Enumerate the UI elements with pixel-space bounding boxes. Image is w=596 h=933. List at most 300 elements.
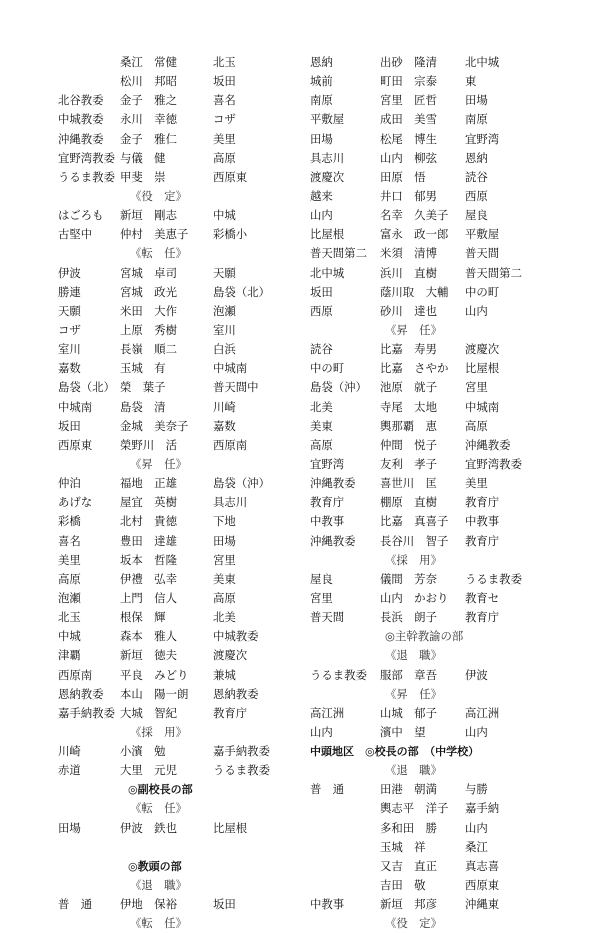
new-post: 宜野湾教委 — [465, 456, 522, 471]
new-post: 教育庁 — [465, 533, 500, 548]
personnel-entry — [310, 110, 540, 129]
category-text: 《転 任》 — [130, 801, 187, 816]
previous-post: 渡慶次 — [310, 169, 345, 184]
person-name: 島袋 清 — [120, 399, 166, 414]
person-name: 宮城 政光 — [120, 284, 177, 299]
previous-post: 沖縄教委 — [310, 533, 356, 548]
previous-post: 室川 — [58, 342, 81, 357]
previous-post: はごろも — [58, 208, 104, 223]
category-label — [310, 627, 540, 646]
personnel-entry — [310, 378, 540, 397]
new-post: 与勝 — [465, 782, 488, 797]
section-heading — [58, 857, 298, 876]
person-name: 寺尾 太地 — [380, 399, 437, 414]
new-post: 中城南 — [213, 361, 248, 376]
new-post: 宮里 — [213, 552, 236, 567]
section-heading-text: 中頭地区 ◎校長の部 （中学校） — [310, 745, 480, 759]
personnel-entry — [58, 493, 298, 512]
personnel-entry — [310, 149, 540, 168]
previous-post: 勝連 — [58, 284, 81, 299]
personnel-entry — [310, 704, 540, 723]
personnel-entry — [310, 455, 540, 474]
personnel-entry — [310, 53, 540, 72]
previous-post: 城前 — [310, 74, 333, 89]
person-name: 田原 悟 — [380, 169, 426, 184]
personnel-entry — [58, 532, 298, 551]
previous-post: 伊波 — [58, 265, 81, 280]
personnel-entry — [310, 474, 540, 493]
personnel-entry — [310, 225, 540, 244]
new-post: 真志喜 — [465, 858, 500, 873]
new-post: 高原 — [213, 150, 236, 165]
category-label — [310, 321, 540, 340]
previous-post: 中教事 — [310, 897, 345, 912]
new-post: 読谷 — [465, 169, 488, 184]
person-name: 坂本 哲隆 — [120, 552, 177, 567]
new-post: 兼城 — [213, 667, 236, 682]
section-heading — [310, 742, 540, 761]
person-name: 新垣 邦彦 — [380, 897, 437, 912]
personnel-entry — [310, 493, 540, 512]
previous-post: 高江洲 — [310, 705, 345, 720]
person-name: 与儀 健 — [120, 150, 166, 165]
new-post: 教育セ — [465, 590, 500, 605]
person-name: 新垣 徳夫 — [120, 648, 177, 663]
person-name: 又吉 直正 — [380, 858, 437, 873]
personnel-entry — [310, 130, 540, 149]
new-post: 西原南 — [213, 437, 248, 452]
new-post: 平敷屋 — [465, 227, 500, 242]
person-name: 比嘉 真喜子 — [380, 514, 449, 529]
new-post: うるま教委 — [213, 763, 270, 778]
category-text: 《退 職》 — [385, 763, 442, 778]
left-column — [58, 53, 298, 933]
previous-post: 西原東 — [58, 437, 93, 452]
personnel-entry — [58, 149, 298, 168]
previous-post: 宜野湾 — [310, 456, 345, 471]
person-name: 棚原 直樹 — [380, 495, 437, 510]
previous-post: あげな — [58, 495, 93, 510]
personnel-entry — [58, 627, 298, 646]
previous-post: 島袋（北） — [58, 380, 115, 395]
category-text: 《退 職》 — [130, 878, 187, 893]
previous-post: 赤道 — [58, 763, 81, 778]
previous-post: うるま教委 — [310, 667, 367, 682]
new-post: 美里 — [465, 476, 488, 491]
personnel-entry — [58, 398, 298, 417]
category-label — [58, 723, 298, 742]
previous-post: 高原 — [310, 437, 333, 452]
person-name: 濱中 望 — [380, 724, 426, 739]
previous-post: 恩納 — [310, 55, 333, 69]
previous-post: 嘉数 — [58, 361, 81, 376]
personnel-entry — [58, 53, 298, 72]
new-post: 屋良 — [465, 208, 488, 223]
person-name: 米須 清博 — [380, 246, 437, 261]
new-post: 宜野湾 — [465, 131, 500, 146]
section-heading-text: ◎副校長の部 — [128, 783, 193, 797]
previous-post: 教育庁 — [310, 495, 345, 510]
personnel-entry — [58, 168, 298, 187]
previous-post: 西原 — [310, 303, 333, 318]
personnel-entry — [310, 723, 540, 742]
personnel-entry — [310, 799, 540, 818]
person-name: 富永 政一郎 — [380, 227, 449, 242]
personnel-entry — [310, 72, 540, 91]
new-post: 山内 — [465, 303, 488, 318]
new-post: 北美 — [213, 610, 236, 625]
new-post: 渡慶次 — [213, 648, 248, 663]
personnel-entry — [310, 168, 540, 187]
person-name: 山城 郁子 — [380, 705, 437, 720]
personnel-entry — [310, 666, 540, 685]
person-name: 永川 幸徳 — [120, 112, 177, 127]
new-post: 坂田 — [213, 74, 236, 89]
previous-post: 坂田 — [310, 284, 333, 299]
personnel-entry — [58, 589, 298, 608]
personnel-entry — [310, 780, 540, 799]
person-name: 北村 貴徳 — [120, 514, 177, 529]
category-label — [310, 761, 540, 780]
personnel-entry — [58, 130, 298, 149]
person-name: 松川 邦昭 — [120, 74, 177, 89]
personnel-entry — [310, 91, 540, 110]
category-text: 《昇 任》 — [385, 322, 442, 337]
person-name: 伊地 保裕 — [120, 897, 177, 912]
new-post: 西原 — [465, 188, 488, 203]
person-name: 山内 柳弦 — [380, 150, 437, 165]
previous-post: 宮里 — [310, 590, 333, 605]
new-post: 教育庁 — [465, 610, 500, 625]
previous-post: 彩橋 — [58, 514, 81, 529]
new-post: 室川 — [213, 322, 236, 337]
new-post: 山内 — [465, 820, 488, 835]
previous-post: 北美 — [310, 399, 333, 414]
new-post: 彩橋小 — [213, 227, 248, 242]
person-name: 本山 陽一朗 — [120, 686, 189, 701]
personnel-entry — [310, 244, 540, 263]
person-name: 池原 就子 — [380, 380, 437, 395]
person-name: 玉城 祥 — [380, 839, 426, 854]
person-name: 浜川 直樹 — [380, 265, 437, 280]
new-post: 恩納教委 — [213, 686, 259, 701]
previous-post: 泡瀬 — [58, 590, 81, 605]
new-post: 伊波 — [465, 667, 488, 682]
previous-post: 西原南 — [58, 667, 93, 682]
previous-post: 普天間 — [310, 610, 345, 625]
previous-post: 天願 — [58, 303, 81, 318]
person-name: 森本 雅人 — [120, 629, 177, 644]
new-post: 普天間第二 — [465, 265, 522, 280]
previous-post: 沖縄教委 — [58, 131, 104, 146]
personnel-entry — [58, 761, 298, 780]
previous-post: 普 通 — [310, 782, 345, 797]
previous-post: 美里 — [58, 552, 81, 567]
person-name: 町田 宗泰 — [380, 74, 437, 89]
new-post: 沖縄東 — [465, 897, 500, 912]
personnel-entry — [310, 876, 540, 895]
new-post: 高原 — [213, 590, 236, 605]
new-post: 高原 — [465, 418, 488, 433]
personnel-entry — [58, 264, 298, 283]
person-name: 金子 雅之 — [120, 93, 177, 108]
person-name: 吉田 敬 — [380, 878, 426, 893]
new-post: 島袋（沖） — [213, 476, 270, 491]
person-name: 平良 みどり — [120, 667, 189, 682]
personnel-entry — [58, 608, 298, 627]
previous-post: 山内 — [310, 724, 333, 739]
personnel-entry — [58, 474, 298, 493]
personnel-entry — [310, 436, 540, 455]
previous-post: 北玉 — [58, 610, 81, 625]
personnel-entry — [310, 857, 540, 876]
personnel-entry — [58, 551, 298, 570]
personnel-entry — [58, 206, 298, 225]
personnel-entry — [310, 532, 540, 551]
category-text: 《役 定》 — [385, 916, 442, 931]
person-name: 金城 美奈子 — [120, 418, 189, 433]
previous-post: 越来 — [310, 188, 333, 203]
previous-post: 中城教委 — [58, 112, 104, 127]
blank-line — [58, 838, 298, 857]
person-name: 榮 葉子 — [120, 380, 166, 395]
new-post: 山内 — [465, 724, 488, 739]
new-post: 恩納 — [465, 150, 488, 165]
person-name: 長谷川 智子 — [380, 533, 449, 548]
new-post: 普天間 — [465, 246, 500, 261]
new-post: 中の町 — [465, 284, 500, 299]
person-name: 蔭川取 大輔 — [380, 284, 449, 299]
new-post: 北中城 — [465, 55, 500, 69]
category-label — [58, 799, 298, 818]
person-name: 上原 秀樹 — [120, 322, 177, 337]
person-name: 宮城 卓司 — [120, 265, 177, 280]
category-text: 《採 用》 — [385, 552, 442, 567]
previous-post: 宜野湾教委 — [58, 150, 115, 165]
previous-post: 古堅中 — [58, 227, 93, 242]
personnel-entry — [310, 512, 540, 531]
personnel-entry — [310, 608, 540, 627]
new-post: 嘉手納 — [465, 801, 500, 816]
category-label — [310, 914, 540, 933]
previous-post: 北谷教委 — [58, 93, 104, 108]
personnel-entry — [58, 895, 298, 914]
right-column — [310, 53, 540, 933]
previous-post: コザ — [58, 322, 81, 337]
personnel-entry — [310, 359, 540, 378]
personnel-entry — [310, 206, 540, 225]
category-text: 《役 定》 — [130, 188, 187, 203]
person-name: 喜世川 匡 — [380, 476, 437, 491]
new-post: 西原東 — [465, 878, 500, 893]
new-post: 中城南 — [465, 399, 500, 414]
person-name: 新垣 剛志 — [120, 208, 177, 223]
previous-post: 中教事 — [310, 514, 345, 529]
person-name: 上門 信人 — [120, 590, 177, 605]
person-name: 出砂 隆清 — [380, 55, 437, 69]
person-name: 友利 孝子 — [380, 456, 437, 471]
person-name: 金子 雅仁 — [120, 131, 177, 146]
person-name: 山内 かおり — [380, 590, 449, 605]
category-text: 《昇 任》 — [385, 686, 442, 701]
person-name: 輿志平 洋子 — [380, 801, 449, 816]
person-name: 玉城 有 — [120, 361, 166, 376]
previous-post: 美東 — [310, 418, 333, 433]
category-label — [58, 455, 298, 474]
person-name: 福地 正雄 — [120, 476, 177, 491]
new-post: 北玉 — [213, 55, 236, 69]
previous-post: 恩納教委 — [58, 686, 104, 701]
previous-post: 中城 — [58, 629, 81, 644]
personnel-entry — [58, 110, 298, 129]
new-post: 坂田 — [213, 897, 236, 912]
category-label — [58, 914, 298, 933]
personnel-entry — [310, 398, 540, 417]
personnel-entry — [310, 302, 540, 321]
person-name: 名幸 久美子 — [380, 208, 449, 223]
category-text: 《採 用》 — [130, 724, 187, 739]
personnel-entry — [58, 359, 298, 378]
previous-post: 沖縄教委 — [310, 476, 356, 491]
new-post: 具志川 — [213, 495, 248, 510]
category-label — [58, 244, 298, 263]
person-name: 田港 朝満 — [380, 782, 437, 797]
previous-post: 津覇 — [58, 648, 81, 663]
personnel-entry — [58, 570, 298, 589]
person-name: 仲村 美恵子 — [120, 227, 189, 242]
category-label — [58, 187, 298, 206]
person-name: 長嶺 順二 — [120, 342, 177, 357]
person-name: 比嘉 寿男 — [380, 342, 437, 357]
personnel-entry — [58, 685, 298, 704]
previous-post: 屋良 — [310, 571, 333, 586]
new-post: 島袋（北） — [213, 284, 270, 299]
personnel-entry — [58, 283, 298, 302]
previous-post: 嘉手納教委 — [58, 705, 115, 720]
previous-post: 具志川 — [310, 150, 345, 165]
personnel-entry — [310, 838, 540, 857]
previous-post: 川崎 — [58, 744, 81, 759]
personnel-entry — [310, 819, 540, 838]
personnel-entry — [58, 417, 298, 436]
new-post: 喜名 — [213, 93, 236, 108]
new-post: コザ — [213, 112, 236, 127]
personnel-entry — [58, 512, 298, 531]
category-text: 《転 任》 — [130, 916, 187, 931]
person-name: 伊禮 弘幸 — [120, 571, 177, 586]
new-post: 川崎 — [213, 399, 236, 414]
previous-post: うるま教委 — [58, 169, 115, 184]
previous-post: 仲泊 — [58, 476, 81, 491]
person-name: 宮里 匠哲 — [380, 93, 437, 108]
personnel-entry — [310, 895, 540, 914]
person-name: 大城 智紀 — [120, 705, 177, 720]
person-name: 屋宜 英樹 — [120, 495, 177, 510]
category-text: ◎主幹教諭の部 — [385, 629, 464, 644]
previous-post: 喜名 — [58, 533, 81, 548]
category-label — [310, 646, 540, 665]
personnel-entry — [310, 417, 540, 436]
new-post: 東 — [465, 74, 477, 89]
section-heading — [58, 780, 298, 799]
personnel-entry — [58, 321, 298, 340]
person-name: 小濱 勉 — [120, 744, 166, 759]
new-post: 高江洲 — [465, 705, 500, 720]
new-post: 中城教委 — [213, 629, 259, 644]
new-post: 田場 — [465, 93, 488, 108]
person-name: 仲間 悦子 — [380, 437, 437, 452]
person-name: 米田 大作 — [120, 303, 177, 318]
previous-post: 南原 — [310, 93, 333, 108]
previous-post: 中の町 — [310, 361, 345, 376]
person-name: 多和田 勝 — [380, 820, 437, 835]
personnel-entry — [58, 225, 298, 244]
new-post: 沖縄教委 — [465, 437, 511, 452]
category-label — [310, 685, 540, 704]
previous-post: 中城南 — [58, 399, 93, 414]
previous-post: 普天間第二 — [310, 246, 367, 261]
person-name: 根保 輝 — [120, 610, 166, 625]
personnel-entry — [58, 704, 298, 723]
new-post: 教育庁 — [213, 705, 248, 720]
new-post: 渡慶次 — [465, 342, 500, 357]
personnel-entry — [58, 340, 298, 359]
new-post: 比屋根 — [465, 361, 500, 376]
new-post: 美里 — [213, 131, 236, 146]
person-name: 服部 章吾 — [380, 667, 437, 682]
section-heading-text: ◎教頭の部 — [128, 859, 182, 873]
category-label — [58, 876, 298, 895]
category-text: 《転 任》 — [130, 246, 187, 261]
previous-post: 島袋（沖） — [310, 380, 367, 395]
person-name: 井口 郁男 — [380, 188, 437, 203]
person-name: 儀間 芳奈 — [380, 571, 437, 586]
person-name: 榮野川 活 — [120, 437, 177, 452]
new-post: 西原東 — [213, 169, 248, 184]
new-post: 教育庁 — [465, 495, 500, 510]
personnel-entry — [310, 283, 540, 302]
new-post: 嘉手納教委 — [213, 744, 270, 759]
person-name: 成田 美雪 — [380, 112, 437, 127]
new-post: 泡瀬 — [213, 303, 236, 318]
person-name: 甲斐 崇 — [120, 169, 166, 184]
personnel-entry — [310, 264, 540, 283]
new-post: 嘉数 — [213, 418, 236, 433]
new-post: 白浜 — [213, 342, 236, 357]
person-name: 輿那覇 恵 — [380, 418, 437, 433]
new-post: 比屋根 — [213, 820, 248, 835]
person-name: 豊田 達雄 — [120, 533, 177, 548]
person-name: 比嘉 さやか — [380, 361, 449, 376]
new-post: 中教事 — [465, 514, 500, 529]
person-name: 桑江 常健 — [120, 55, 177, 69]
person-name: 砂川 達也 — [380, 303, 437, 318]
previous-post: 山内 — [310, 208, 333, 223]
personnel-entry — [58, 742, 298, 761]
personnel-entry — [310, 187, 540, 206]
personnel-entry — [58, 666, 298, 685]
new-post: 下地 — [213, 514, 236, 529]
personnel-entry — [58, 72, 298, 91]
person-name: 松尾 博生 — [380, 131, 437, 146]
new-post: 天願 — [213, 265, 236, 280]
new-post: 宮里 — [465, 380, 488, 395]
category-label — [310, 551, 540, 570]
previous-post: 高原 — [58, 571, 81, 586]
new-post: 中城 — [213, 208, 236, 223]
person-name: 長浜 朗子 — [380, 610, 437, 625]
new-post: 桑江 — [465, 839, 488, 854]
